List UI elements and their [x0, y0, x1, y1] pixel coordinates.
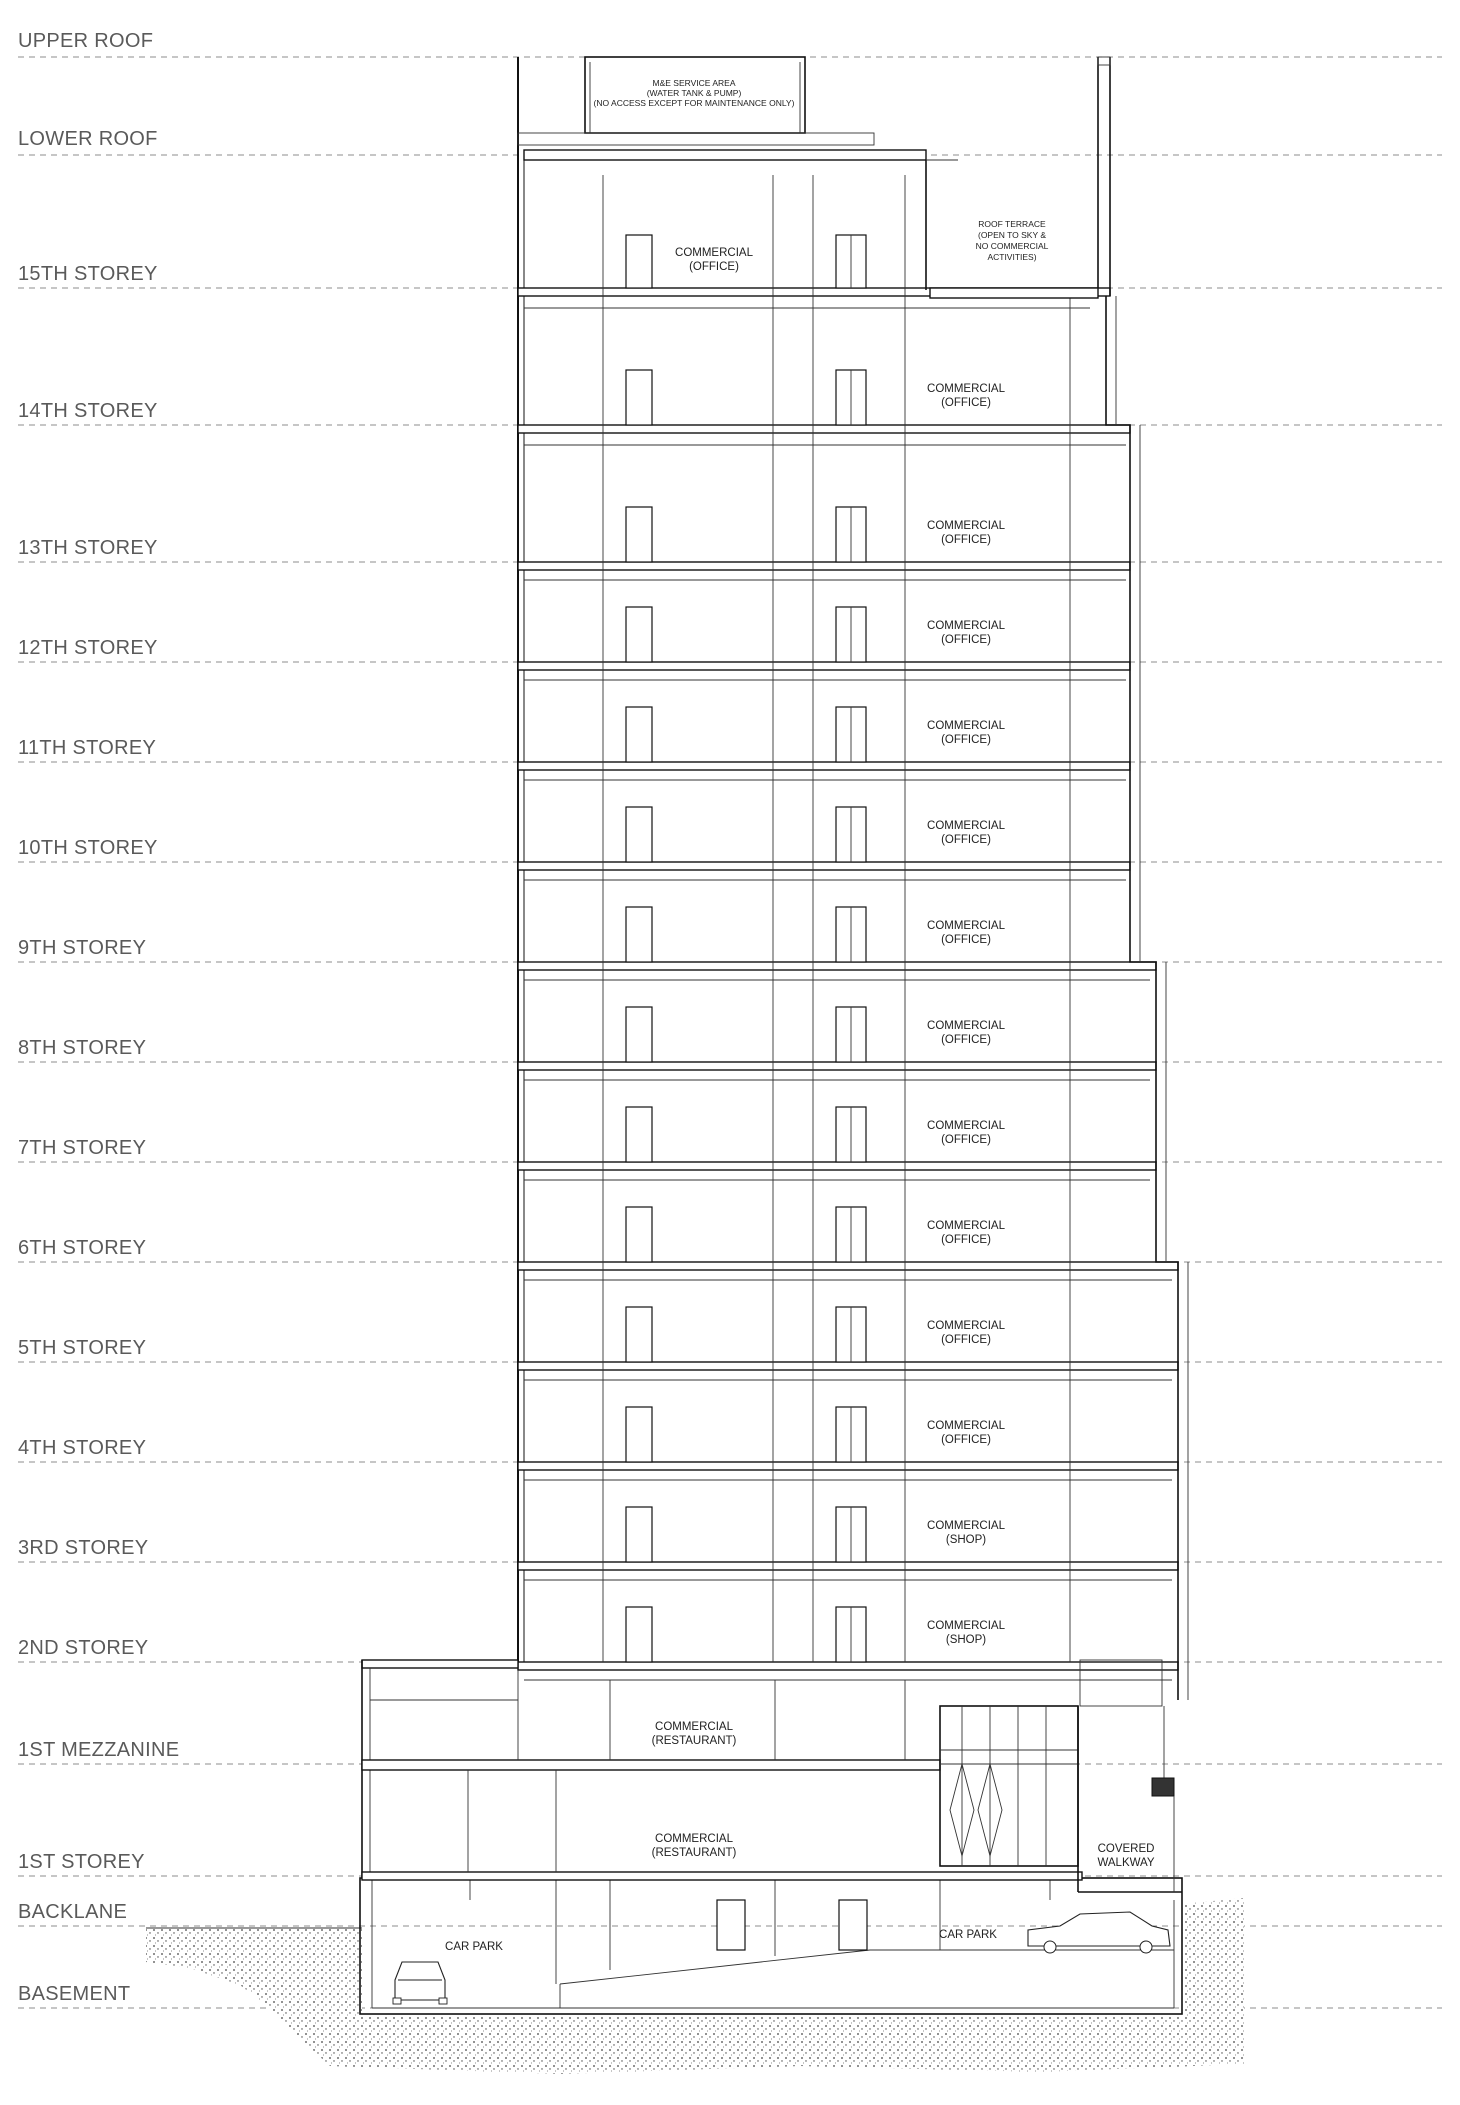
level-10th-storey: 10TH STOREY — [18, 837, 158, 859]
car-icon-side — [1028, 1912, 1170, 1953]
room-2-use: (SHOP) — [945, 1634, 987, 1646]
level-9th-storey: 9TH STOREY — [18, 937, 147, 959]
level-15th-storey: 15TH STOREY — [18, 263, 158, 285]
room-1-commercial: COMMERCIAL — [655, 1833, 733, 1845]
level-6th-storey: 6TH STOREY — [18, 1237, 147, 1259]
room-labels — [445, 78, 1155, 1953]
level-14th-storey: 14TH STOREY — [18, 400, 158, 422]
room-9-commercial: COMMERCIAL — [927, 920, 1005, 932]
covered-walkway-label-1: COVERED — [1097, 1843, 1155, 1855]
room-5-commercial: COMMERCIAL — [927, 1320, 1005, 1332]
level-lines — [18, 57, 1442, 2008]
level-4th-storey: 4TH STOREY — [18, 1437, 147, 1459]
room-1-use: (RESTAURANT) — [651, 1847, 737, 1859]
room-12-use: (OFFICE) — [941, 634, 991, 646]
room-12-commercial: COMMERCIAL — [927, 620, 1005, 632]
level-2nd-storey: 2ND STOREY — [18, 1637, 149, 1659]
room-6-use: (OFFICE) — [941, 1234, 991, 1246]
level-3rd-storey: 3RD STOREY — [18, 1537, 149, 1559]
level-upper-roof: UPPER ROOF — [18, 30, 154, 52]
basement-door-1 — [717, 1900, 745, 1950]
level-1st-mezzanine: 1ST MEZZANINE — [18, 1739, 180, 1761]
room-8-commercial: COMMERCIAL — [927, 1020, 1005, 1032]
me-label-2: (WATER TANK & PUMP) — [646, 88, 742, 98]
room-7-use: (OFFICE) — [941, 1134, 991, 1146]
level-12th-storey: 12TH STOREY — [18, 637, 158, 659]
room-9-use: (OFFICE) — [941, 934, 991, 946]
room-mezz-use: (RESTAURANT) — [651, 1735, 737, 1747]
roof-terrace-label-1: ROOF TERRACE — [978, 219, 1046, 229]
roof-terrace-label-2: (OPEN TO SKY & — [977, 230, 1047, 240]
level-labels — [18, 30, 179, 2005]
room-15-commercial: COMMERCIAL — [675, 247, 753, 259]
room-2-commercial: COMMERCIAL — [927, 1620, 1005, 1632]
covered-walkway-label-2: WALKWAY — [1097, 1857, 1155, 1869]
car-icon-front — [393, 1962, 447, 2004]
room-13-use: (OFFICE) — [941, 534, 991, 546]
level-5th-storey: 5TH STOREY — [18, 1337, 147, 1359]
level-1st-storey: 1ST STOREY — [18, 1851, 145, 1873]
room-13-commercial: COMMERCIAL — [927, 520, 1005, 532]
room-6-commercial: COMMERCIAL — [927, 1220, 1005, 1232]
room-4-commercial: COMMERCIAL — [927, 1420, 1005, 1432]
room-15-use: (OFFICE) — [689, 261, 739, 273]
level-lower-roof: LOWER ROOF — [18, 128, 158, 150]
room-11-commercial: COMMERCIAL — [927, 720, 1005, 732]
me-label-3: (NO ACCESS EXCEPT FOR MAINTENANCE ONLY) — [593, 98, 795, 108]
room-4-use: (OFFICE) — [941, 1434, 991, 1446]
level-basement: BASEMENT — [18, 1983, 131, 2005]
room-3-commercial: COMMERCIAL — [927, 1520, 1005, 1532]
level-backlane: BACKLANE — [18, 1901, 128, 1923]
car-park-label-right: CAR PARK — [939, 1929, 997, 1941]
room-10-use: (OFFICE) — [941, 834, 991, 846]
level-8th-storey: 8TH STOREY — [18, 1037, 147, 1059]
room-5-use: (OFFICE) — [941, 1334, 991, 1346]
room-14-use: (OFFICE) — [941, 397, 991, 409]
car-park-label-left: CAR PARK — [445, 1941, 503, 1953]
room-11-use: (OFFICE) — [941, 734, 991, 746]
room-10-commercial: COMMERCIAL — [927, 820, 1005, 832]
roof-terrace-label-4: ACTIVITIES) — [987, 252, 1037, 262]
room-8-use: (OFFICE) — [941, 1034, 991, 1046]
podium-structure — [362, 1660, 1182, 1892]
me-label-1: M&E SERVICE AREA — [652, 78, 736, 88]
level-13th-storey: 13TH STOREY — [18, 537, 158, 559]
tower-doors — [626, 235, 866, 1662]
room-3-use: (SHOP) — [945, 1534, 987, 1546]
basement-door-2 — [839, 1900, 867, 1950]
roof-terrace-label-3: NO COMMERCIAL — [975, 241, 1049, 251]
level-11th-storey: 11TH STOREY — [18, 737, 157, 759]
room-mezz-commercial: COMMERCIAL — [655, 1721, 733, 1733]
room-14-commercial: COMMERCIAL — [927, 383, 1005, 395]
room-7-commercial: COMMERCIAL — [927, 1120, 1005, 1132]
level-7th-storey: 7TH STOREY — [18, 1137, 147, 1159]
